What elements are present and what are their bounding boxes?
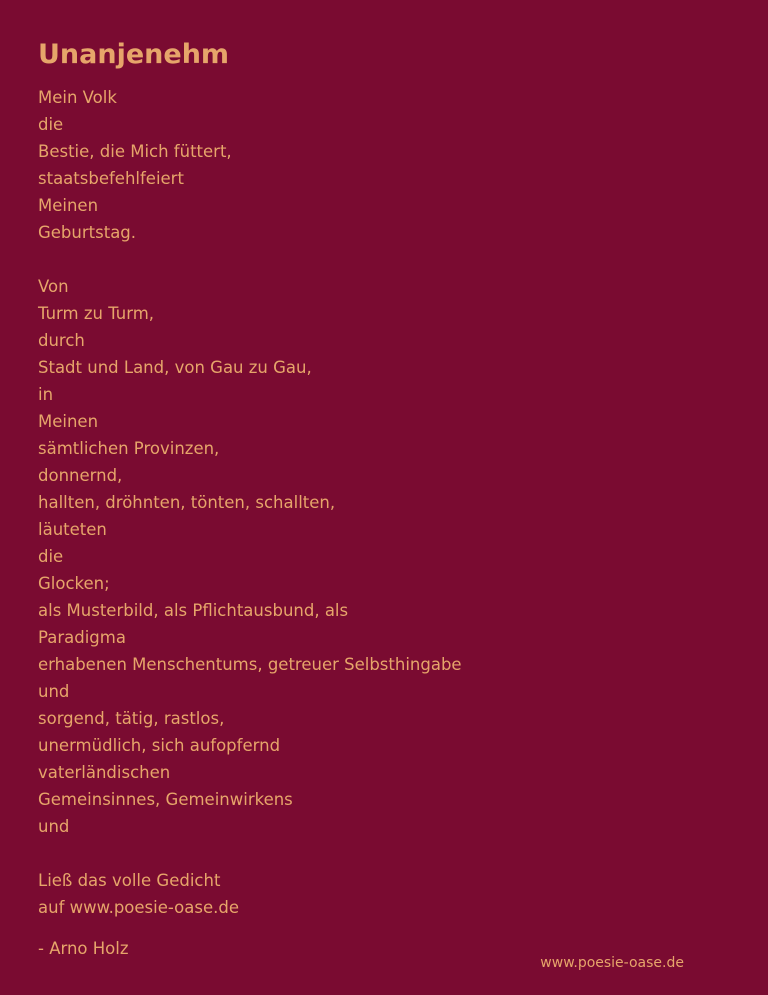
poem-line: erhabenen Menschentums, getreuer Selbsthingabe — [38, 655, 462, 674]
poem-line: sämtlichen Provinzen, — [38, 439, 220, 458]
stanza-gap — [38, 246, 738, 273]
poem-line: Geburtstag. — [38, 223, 137, 242]
poem-line: läuteten — [38, 520, 107, 539]
poem-line: Paradigma — [38, 628, 126, 647]
poem-line: und — [38, 817, 70, 836]
poem-line: die — [38, 547, 64, 566]
poem-line: Meinen — [38, 196, 99, 215]
poem-line: staatsbefehlfeiert — [38, 169, 184, 188]
poem-line: die — [38, 115, 64, 134]
poem-title: Unanjenehm — [38, 39, 230, 70]
poem-container — [38, 38, 738, 962]
poem-line: und — [38, 682, 70, 701]
poem-author: - Arno Holz — [38, 939, 129, 958]
poem-line: unermüdlich, sich aufopfernd — [38, 736, 281, 755]
poem-line: in — [38, 385, 54, 404]
poem-line: als Musterbild, als Pflichtausbund, als — [38, 601, 349, 620]
poem-line: Stadt und Land, von Gau zu Gau, — [38, 358, 312, 377]
read-more-note — [38, 867, 738, 921]
poem-line: Meinen — [38, 412, 99, 431]
poem-line: Gemeinsinnes, Gemeinwirkens — [38, 790, 293, 809]
read-more-line: Ließ das volle Gedicht — [38, 871, 221, 890]
poem-line: Glocken; — [38, 574, 110, 593]
stanza — [38, 84, 738, 246]
poem-line: Turm zu Turm, — [38, 304, 155, 323]
poem-line: Mein Volk — [38, 88, 117, 107]
footer-site-link[interactable]: www.poesie-oase.de — [540, 955, 684, 971]
stanza — [38, 273, 738, 840]
read-more-link[interactable]: auf www.poesie-oase.de — [38, 898, 239, 917]
poem-line: Von — [38, 277, 69, 296]
poem-line: donnernd, — [38, 466, 123, 485]
poem-line: sorgend, tätig, rastlos, — [38, 709, 225, 728]
poem-line: Bestie, die Mich füttert, — [38, 142, 232, 161]
poem-body — [38, 84, 738, 840]
poem-line: hallten, dröhnten, tönten, schallten, — [38, 493, 336, 512]
poem-line: durch — [38, 331, 85, 350]
poem-line: vaterländischen — [38, 763, 171, 782]
